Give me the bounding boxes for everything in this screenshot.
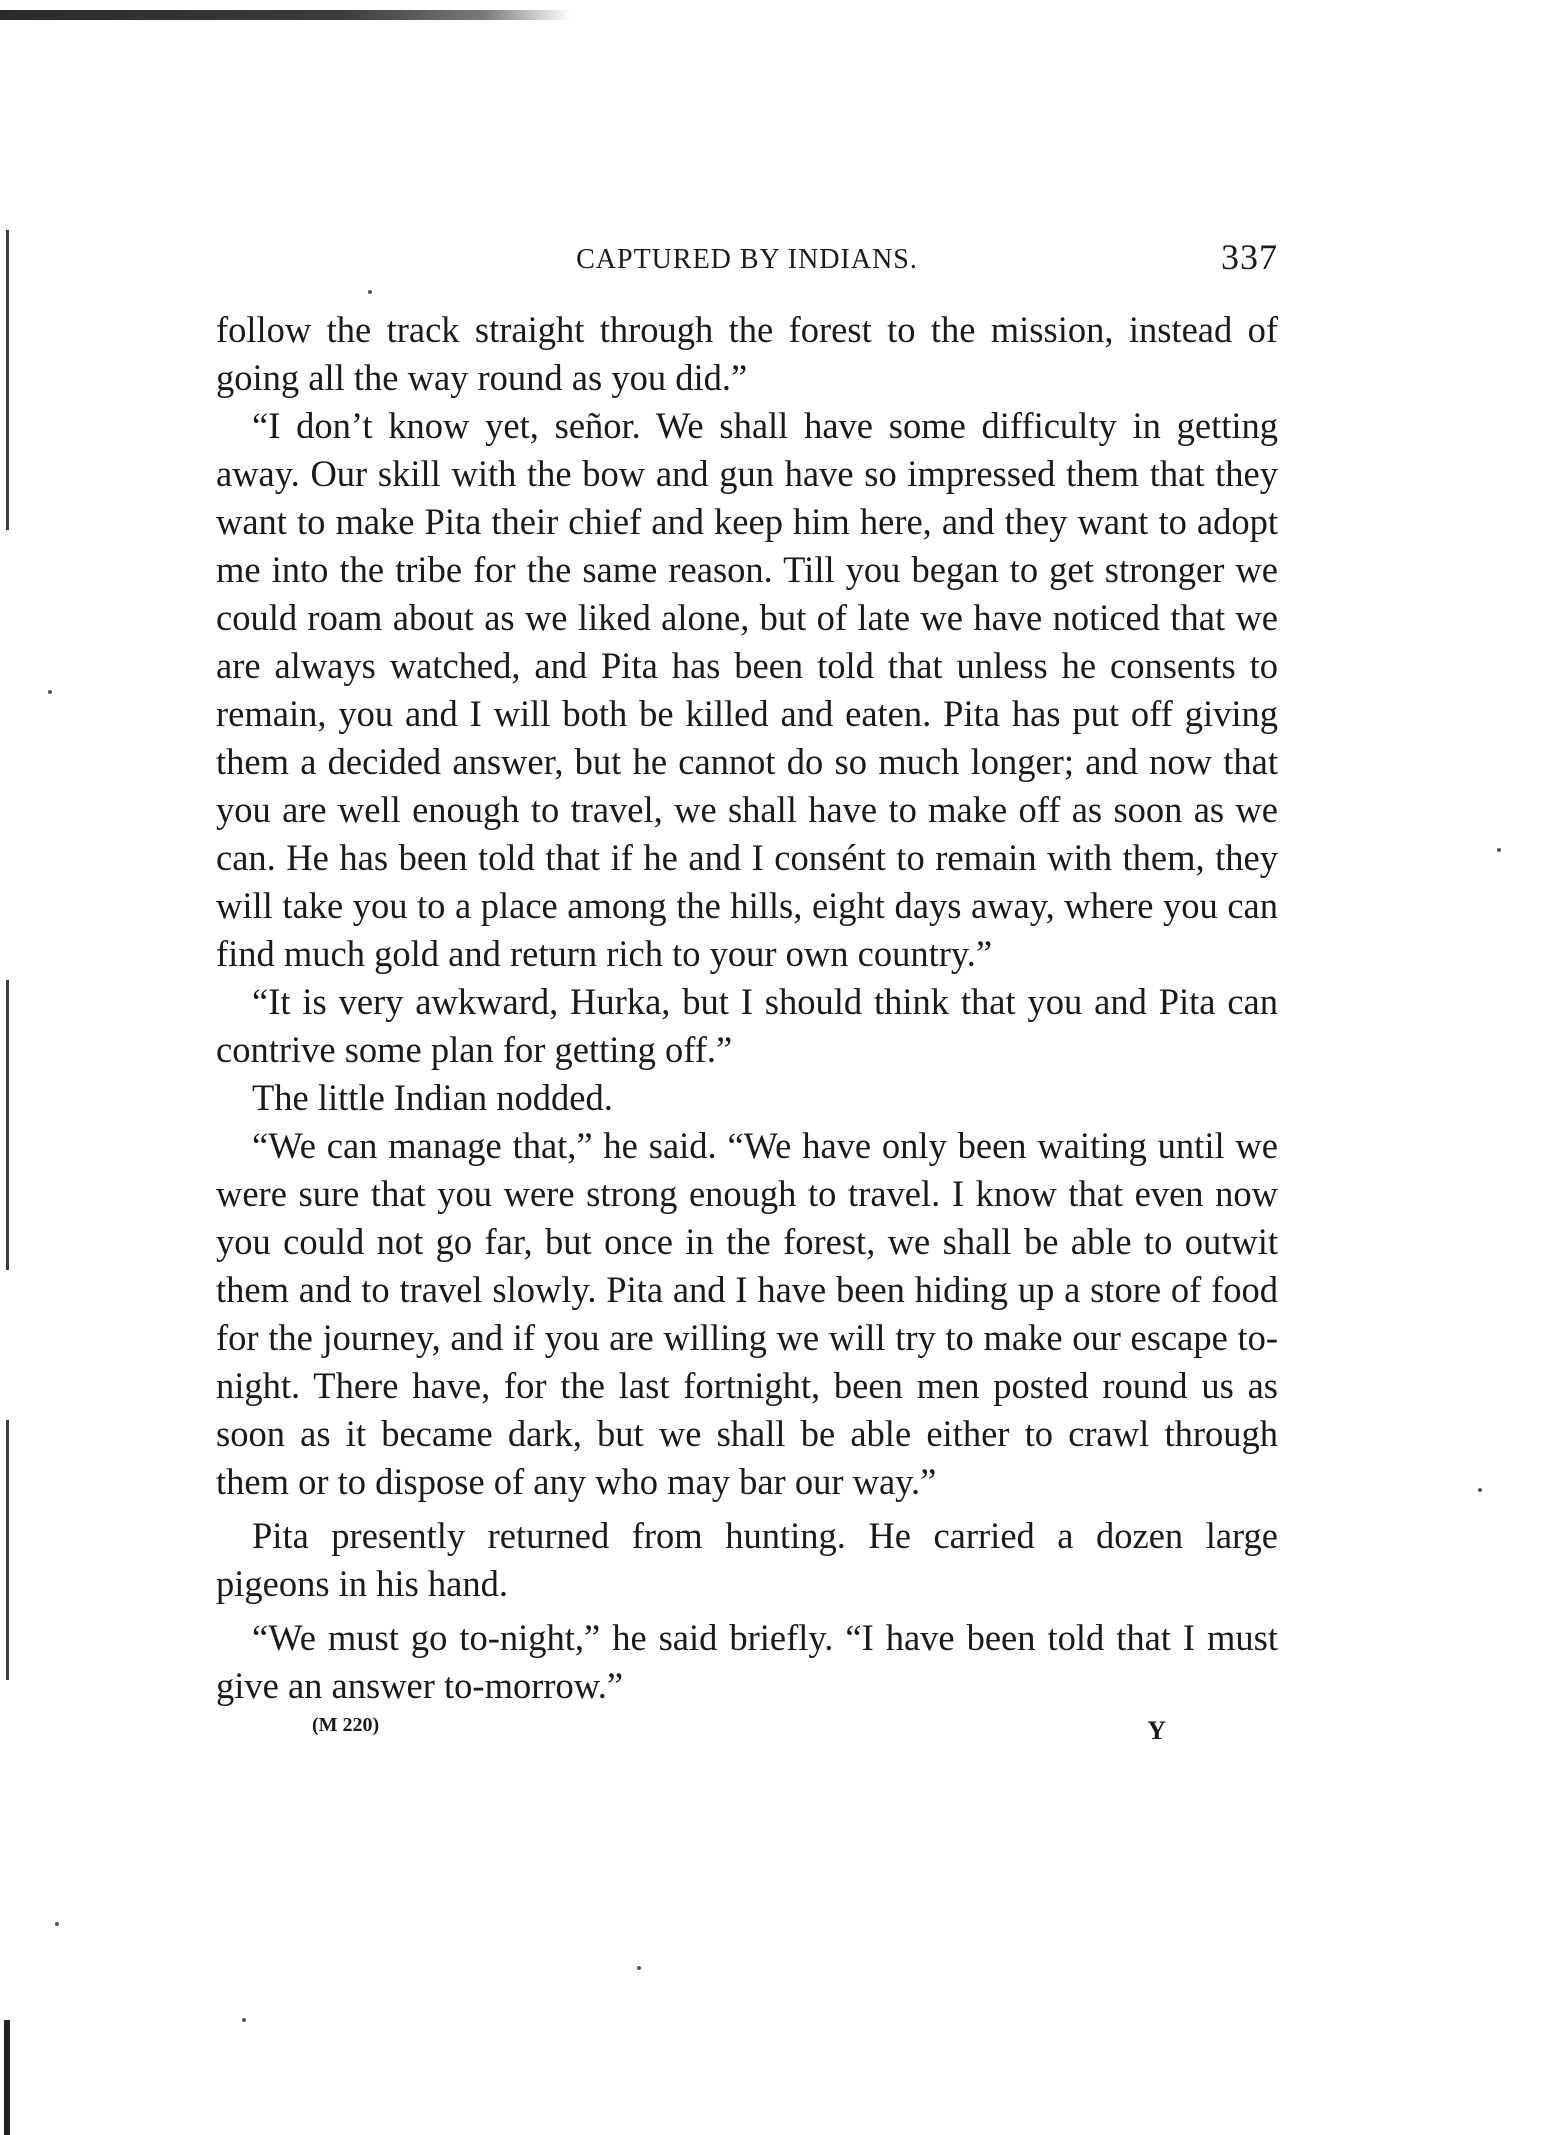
paragraph: Pita presently returned from hunting. He carried a dozen large pigeons in his hand.	[216, 1515, 1278, 1604]
running-head	[216, 232, 1278, 292]
paragraph: “I don’t know yet, señor. We shall have some difficulty in getting away. Our skill with the bow and gun have so impressed them that they want to make Pita their chief and keep him here, and they want to adopt me into the tribe for the same reason. Till you began to get stronger we could roam about as we liked alone, but of late we have noticed that we are always watched, and Pita has been told that unless he consents to remain, you and I will both be killed and eaten. Pita has put off giving them a decided answer, but he cannot do so much longer; and now that you are well enough to travel, we shall have to make off as soon as we can. He has been told that if he and I consént to remain with them, they will take you to a place among the hills, eight days away, where you can find much gold and return rich to your own country.”	[216, 405, 1278, 974]
dust-speck	[55, 1922, 59, 1926]
running-head-title: CAPTURED BY INDIANS.	[576, 244, 918, 275]
dust-speck	[637, 1966, 641, 1970]
paragraph: “It is very awkward, Hurka, but I should think that you and Pita can contrive some plan for getting off.”	[216, 981, 1278, 1070]
signature-mark: Y	[1147, 1716, 1166, 1745]
scan-left-margin-line	[6, 230, 9, 530]
scan-edge-shadow	[0, 10, 570, 20]
scan-left-margin-line	[6, 980, 9, 1270]
scan-left-margin-line	[4, 2020, 10, 2135]
dust-speck	[1497, 848, 1501, 852]
paragraph: The little Indian nodded.	[252, 1077, 613, 1118]
dust-speck	[1478, 1488, 1482, 1492]
dust-speck	[242, 2018, 246, 2022]
page-number: 337	[1221, 237, 1278, 277]
printer-signature-ref: (M 220)	[312, 1714, 380, 1736]
paragraph: “We must go to-night,” he said briefly. “I have been told that I must give an answer to-morrow.”	[216, 1617, 1278, 1706]
paragraph: follow the track straight through the forest to the mission, instead of going all the way round as you did.”	[216, 309, 1278, 398]
scan-left-margin-line	[6, 1420, 9, 1680]
page-footer	[216, 1714, 1278, 1754]
dust-speck	[48, 690, 52, 694]
body-text	[216, 306, 1278, 1710]
book-page	[216, 232, 1278, 1754]
paragraph: “We can manage that,” he said. “We have only been waiting until we were sure that you were strong enough to travel. I know that even now you could not go far, but once in the forest, we shall be able to outwit them and to travel slowly. Pita and I have been hiding up a store of food for the journey, and if you are willing we will try to make our escape to-night. There have, for the last fortnight, been men posted round us as soon as it became dark, but we shall be able either to crawl through them or to dispose of any who may bar our way.”	[216, 1125, 1278, 1502]
